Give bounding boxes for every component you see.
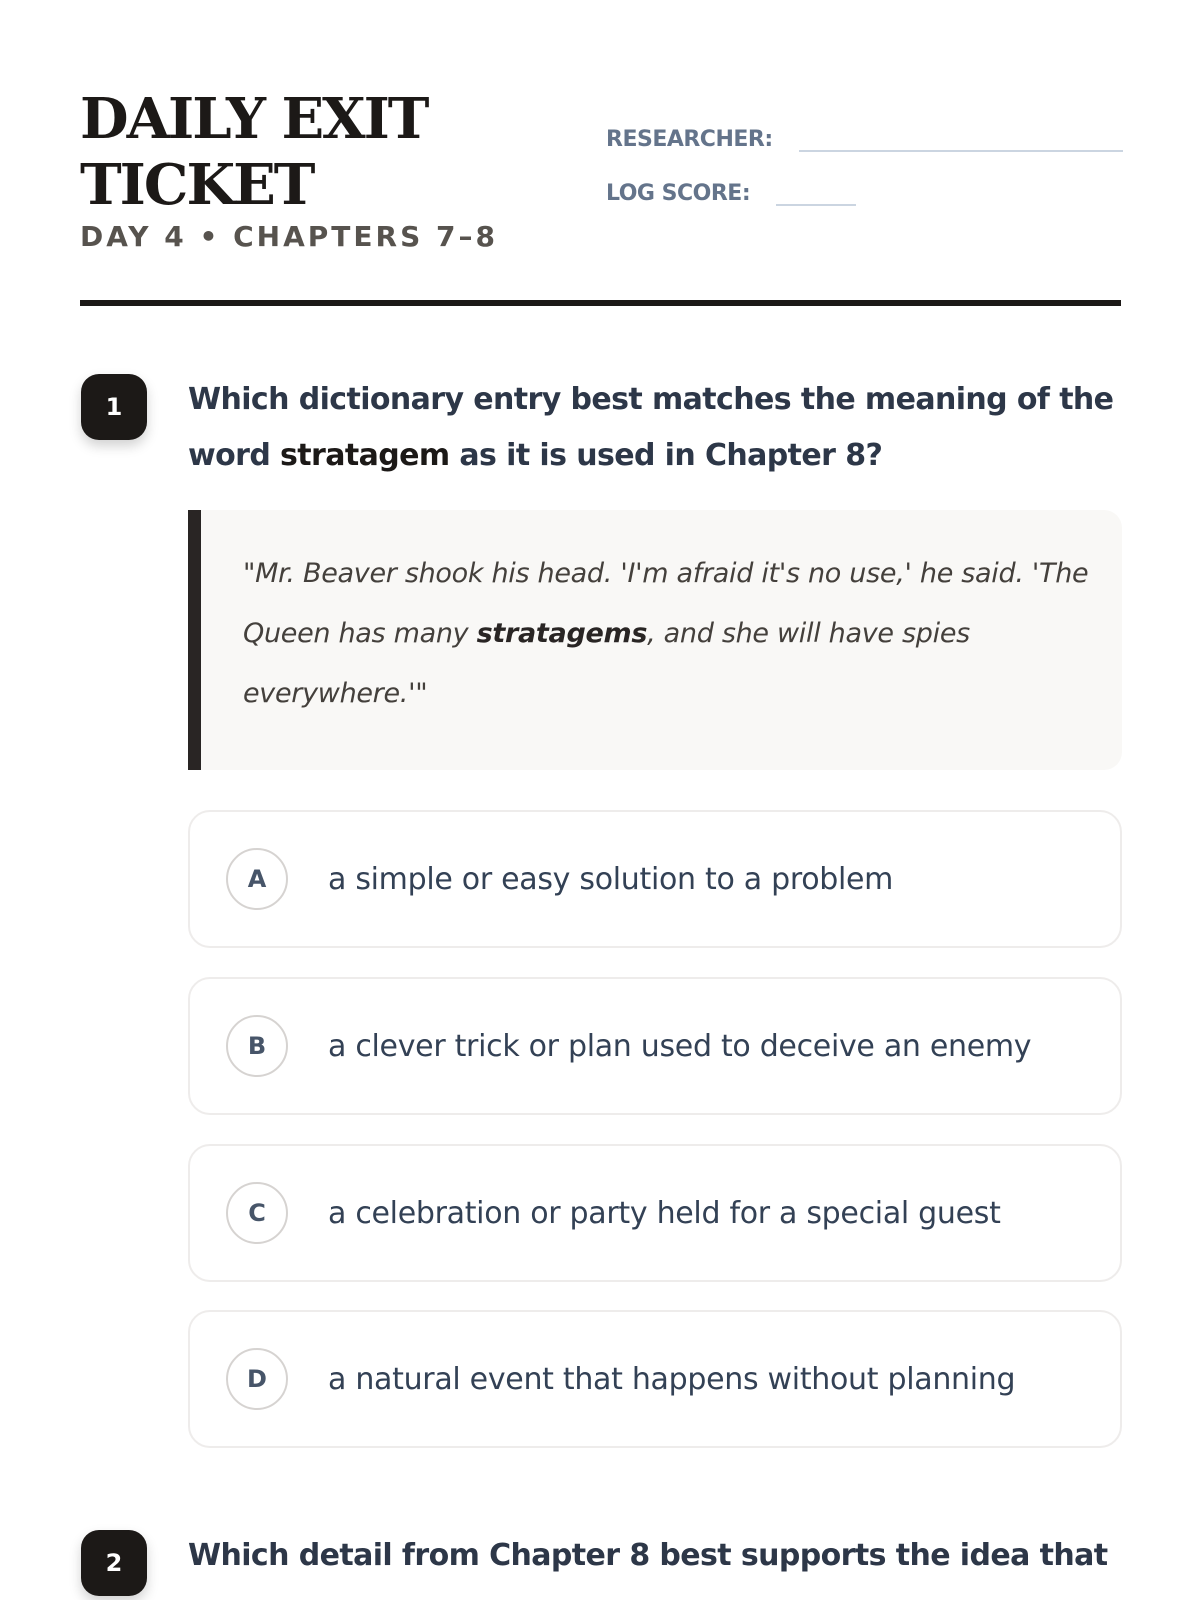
option-text: a simple or easy solution to a problem	[328, 861, 894, 897]
log-score-field-row	[606, 176, 856, 206]
option-letter: A	[226, 848, 288, 910]
question-text-part: Which dictionary entry best matches the meaning of the word	[188, 382, 1114, 473]
answer-option-b[interactable]	[188, 977, 1122, 1115]
quote-text	[243, 544, 1092, 724]
researcher-field-row	[606, 122, 1123, 152]
question-text: Which detail from Chapter 8 best supports the idea that	[188, 1538, 1108, 1573]
passage-quote	[188, 510, 1122, 770]
header-divider	[80, 300, 1121, 306]
option-letter: B	[226, 1015, 288, 1077]
researcher-input-line[interactable]	[799, 122, 1123, 152]
answer-option-c[interactable]	[188, 1144, 1122, 1282]
quote-part: "Mr. Beaver shook his head. 'I'm afraid it's no use,' he said. 'The Queen has many	[243, 558, 1089, 649]
quote-emphasis: stratagems	[476, 618, 648, 649]
page-title: DAILY EXIT TICKET	[80, 86, 428, 218]
question-number-badge: 1	[81, 374, 147, 440]
option-text: a celebration or party held for a special guest	[328, 1195, 1001, 1231]
log-score-input-line[interactable]	[776, 176, 856, 206]
option-text: a clever trick or plan used to deceive an enemy	[328, 1028, 1032, 1064]
question-keyword: stratagem	[280, 438, 450, 473]
answer-option-d[interactable]	[188, 1310, 1122, 1448]
quote-part: , and she will have spies everywhere.'"	[243, 618, 970, 709]
question-text	[188, 372, 1128, 484]
option-letter: D	[226, 1348, 288, 1410]
researcher-label: RESEARCHER:	[606, 127, 773, 152]
option-letter: C	[226, 1182, 288, 1244]
log-score-label: LOG SCORE:	[606, 181, 751, 206]
page-subtitle: DAY 4 • CHAPTERS 7–8	[80, 220, 498, 253]
question-number-badge: 2	[81, 1530, 147, 1596]
answer-option-a[interactable]	[188, 810, 1122, 948]
option-text: a natural event that happens without planning	[328, 1361, 1016, 1397]
question-text-part: as it is used in Chapter 8?	[449, 438, 883, 473]
